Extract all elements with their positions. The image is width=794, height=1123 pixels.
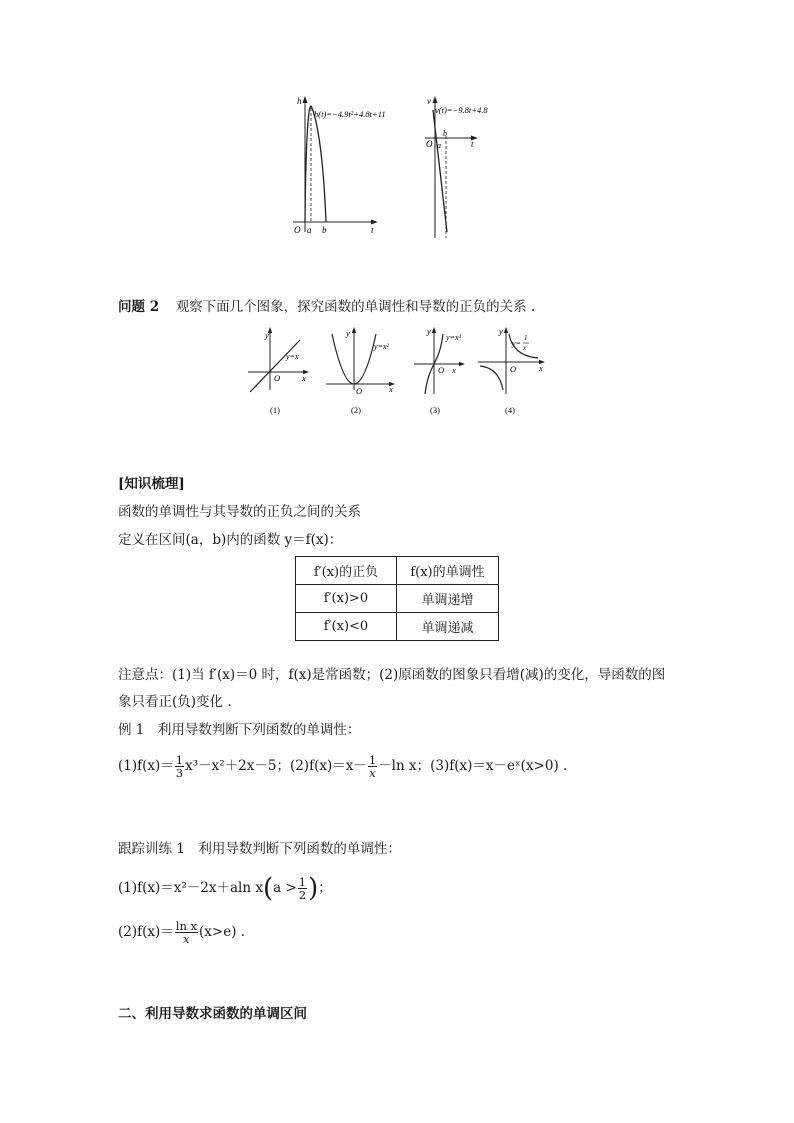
example-1-problem: [118, 754, 567, 779]
table-header-row: [296, 557, 499, 585]
problem-2-text: 观察下面几个图象，探究函数的单调性和导数的正负的关系 .: [175, 299, 536, 315]
fraction-den: 3: [175, 766, 184, 780]
figure-height-velocity: [285, 92, 515, 244]
table-header-cell: f′(x)的正负: [296, 557, 397, 585]
practice-1-domain: (x>e) .: [199, 924, 246, 940]
height-graph: [293, 96, 386, 235]
knowledge-heading: [知识梳理]: [118, 476, 185, 492]
graph1-caption: (1): [270, 405, 280, 415]
graph-quadratic: [326, 327, 395, 415]
table-cell: 单调递增: [397, 585, 499, 613]
function-graphs: [240, 322, 560, 420]
graph2-caption: (2): [351, 405, 361, 415]
problem-2-label: 问题 2: [118, 299, 160, 315]
table-row: [296, 585, 499, 613]
fraction-one-third: [175, 754, 184, 779]
table-cell: f′(x)<0: [296, 613, 397, 641]
fraction-one-over-x: [368, 754, 377, 779]
table-row: [296, 613, 499, 641]
a-label: a: [307, 225, 312, 235]
graph4-y-label: y: [499, 326, 503, 336]
graph2-function: y=x²: [374, 342, 389, 351]
note-line-2: 象只看正(负)变化 .: [118, 694, 232, 710]
fraction-num: ln x: [175, 919, 198, 933]
section-2-title: 二、利用导数求函数的单调区间: [118, 1006, 307, 1022]
example-1-part-2: x³－x²＋2x－5；(2)f(x)＝x－: [185, 758, 367, 774]
table-header-cell: f(x)的单调性: [397, 557, 499, 585]
h-axis-label: h: [297, 96, 302, 106]
graph1-function: y=x: [286, 352, 299, 361]
graph4-function-den: x: [523, 344, 527, 352]
problem-2: [118, 297, 535, 317]
example-1-part-1: (1)f(x)＝: [118, 758, 174, 774]
t-axis-label: t: [371, 225, 374, 235]
b-label: b: [322, 225, 327, 235]
practice-1-line-1: (1)f(x)＝x²－2x＋aln x(a > $\frac{1}{2}$ )；: [118, 873, 332, 904]
note-line-1: 注意点：(1)当 f′(x)＝0 时，f(x)是常函数；(2)原函数的图象只看增(减)的变化，导函数的图: [118, 667, 666, 683]
practice-1-func-2: (2)f(x)＝: [118, 924, 174, 940]
graph4-function-prefix: y=: [512, 339, 521, 348]
graph3-y-label: y: [427, 326, 431, 336]
practice-1-line-2: [118, 920, 245, 945]
graph4-caption: (4): [505, 405, 515, 415]
t-axis-label-right: t: [471, 139, 474, 149]
practice-1-sep: ；: [318, 880, 332, 896]
graph2-origin: O: [356, 386, 363, 396]
graph3-caption: (3): [430, 405, 440, 415]
graph3-origin: O: [438, 365, 445, 375]
graph2-x-label: x: [389, 384, 393, 394]
practice-1-func: (1)f(x)＝x²－2x＋aln x: [118, 880, 263, 896]
practice-1-title: 跟踪训练 1 利用导数判断下列函数的单调性：: [118, 841, 401, 857]
example-1-title: 例 1 利用导数判断下列函数的单调性：: [118, 722, 361, 738]
b-label-right: b: [443, 129, 447, 138]
fraction-den: 2: [298, 888, 307, 902]
table-cell: 单调递减: [397, 613, 499, 641]
fraction-num: 1: [368, 753, 377, 767]
fraction-den: x: [369, 766, 376, 780]
fraction-num: 1: [298, 875, 307, 889]
graph3-x-label: x: [452, 365, 456, 375]
graph4-function-num: 1: [524, 334, 528, 342]
fraction-num: 1: [175, 753, 184, 767]
monotonicity-table: [295, 556, 499, 641]
practice-1-condition: a >: [273, 880, 297, 896]
origin-label-right: O: [426, 139, 433, 149]
v-axis-label: v: [427, 96, 431, 106]
graph1-y-label: y: [265, 330, 269, 340]
origin-label: O: [294, 225, 301, 235]
graph1-origin: O: [274, 373, 281, 383]
graph2-y-label: y: [346, 328, 350, 338]
graph4-x-label: x: [539, 363, 543, 373]
table-cell: f′(x)>0: [296, 585, 397, 613]
fraction-one-half: [298, 876, 307, 901]
graph-linear: [248, 327, 309, 415]
a-label-right: a: [437, 141, 441, 150]
fraction-lnx-over-x: [175, 920, 198, 945]
knowledge-line-2: 定义在区间(a，b)内的函数 y＝f(x)：: [118, 532, 343, 548]
height-function-label: h(t)=−4.9t²+4.8t+11: [314, 109, 386, 119]
fraction-den: x: [183, 932, 190, 946]
knowledge-line-1: 函数的单调性与其导数的正负之间的关系: [118, 504, 361, 520]
velocity-function-label: v(t)=−9.8t+4.8: [435, 105, 488, 115]
graph-cubic: [414, 326, 465, 415]
graph3-function: y=x³: [446, 333, 461, 342]
graph1-x-label: x: [302, 373, 306, 383]
example-1-part-3: －ln x；(3)f(x)＝x－eˣ(x>0) .: [378, 758, 568, 774]
graph-reciprocal: [478, 326, 545, 415]
graph4-origin: O: [510, 364, 517, 374]
velocity-graph: [425, 96, 488, 238]
